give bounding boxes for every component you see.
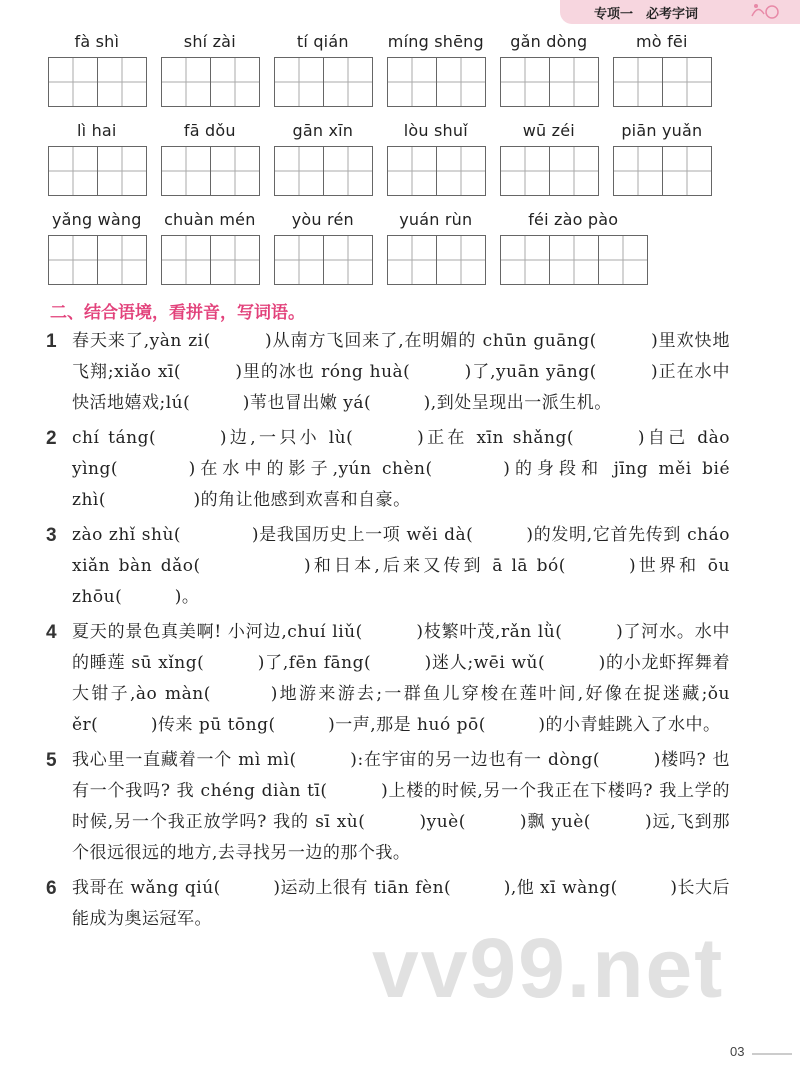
writing-boxes bbox=[500, 235, 646, 285]
word-cell bbox=[613, 119, 711, 196]
writing-box[interactable] bbox=[500, 57, 550, 107]
pinyin-label: wū zéi bbox=[522, 121, 575, 140]
writing-box[interactable] bbox=[323, 57, 373, 107]
question-text: zào zhǐ shù( )是我国历史上一项 wěi dà( )的发明,它首先传到 cháo xiǎn bàn dǎo( )和日本,后来又传到 ā lā bó( )世界和 ōu zhōu( )。 bbox=[72, 525, 730, 607]
writing-boxes bbox=[387, 57, 485, 107]
section-title: 二、结合语境，看拼音，写词语。 bbox=[50, 303, 305, 323]
question-text: 我哥在 wǎng qiú( )运动上很有 tiān fèn( ),他 xī wàng( )长大后能成为奥运冠军。 bbox=[72, 878, 730, 929]
writing-boxes bbox=[274, 146, 372, 196]
word-cell bbox=[387, 119, 485, 196]
grid-row bbox=[48, 119, 748, 207]
writing-box[interactable] bbox=[323, 235, 373, 285]
writing-box[interactable] bbox=[549, 146, 599, 196]
writing-box[interactable] bbox=[323, 146, 373, 196]
word-cell bbox=[500, 30, 598, 107]
writing-box[interactable] bbox=[436, 57, 486, 107]
pinyin-label: shí zài bbox=[183, 32, 236, 51]
header-title: 专项一 必考字词 bbox=[594, 7, 699, 22]
writing-boxes bbox=[387, 146, 485, 196]
writing-boxes bbox=[48, 57, 146, 107]
writing-box[interactable] bbox=[161, 235, 211, 285]
question-text: 我心里一直藏着一个 mì mì( ):在宇宙的另一边也有一 dòng( )楼吗? 也有一个我吗? 我 chéng diàn tī( )上楼的时候,另一个我正在下楼吗? 我上学的时候,另一个我正放学吗? 我的 sī xù( )yuè( )飘 yuè( )远,飞到那个很远很远的地方,去寻找另一边的那个我。 bbox=[72, 750, 730, 863]
question-number: 2 bbox=[46, 428, 57, 449]
writing-box[interactable] bbox=[97, 146, 147, 196]
pinyin-label: gān xīn bbox=[292, 121, 354, 140]
question-item bbox=[46, 423, 730, 516]
pinyin-label: míng shēng bbox=[387, 32, 484, 51]
writing-box[interactable] bbox=[97, 57, 147, 107]
question-item bbox=[46, 745, 730, 869]
writing-boxes bbox=[500, 57, 598, 107]
word-cell bbox=[161, 30, 259, 107]
writing-box[interactable] bbox=[48, 146, 98, 196]
writing-box[interactable] bbox=[48, 57, 98, 107]
writing-box[interactable] bbox=[549, 57, 599, 107]
question-list bbox=[46, 326, 730, 939]
writing-box[interactable] bbox=[387, 235, 437, 285]
question-number: 1 bbox=[46, 331, 57, 352]
writing-box[interactable] bbox=[210, 146, 260, 196]
question-text: chí táng( )边,一只小 lù( )正在 xīn shǎng( )自己 dào yìng( )在水中的影子,yún chèn( )的身段和 jīng měi bié zhì( )的角让他感到欢喜和自豪。 bbox=[72, 428, 730, 510]
word-cell bbox=[161, 208, 259, 285]
decorative-icon bbox=[742, 0, 782, 22]
question-number: 4 bbox=[46, 622, 57, 643]
writing-boxes bbox=[161, 235, 259, 285]
question-item bbox=[46, 326, 730, 419]
word-cell bbox=[274, 119, 372, 196]
writing-box[interactable] bbox=[662, 57, 712, 107]
writing-box[interactable] bbox=[549, 235, 599, 285]
writing-boxes bbox=[161, 57, 259, 107]
writing-box[interactable] bbox=[210, 235, 260, 285]
pinyin-label: mò fēi bbox=[636, 32, 688, 51]
pinyin-label: yuán rùn bbox=[399, 210, 473, 229]
question-number: 5 bbox=[46, 750, 57, 771]
writing-box[interactable] bbox=[613, 146, 663, 196]
pinyin-label: lì hai bbox=[77, 121, 117, 140]
pinyin-label: chuàn mén bbox=[164, 210, 256, 229]
writing-boxes bbox=[387, 235, 485, 285]
watermark: vv99.net bbox=[372, 921, 725, 1015]
word-cell bbox=[500, 208, 646, 285]
page-number: 03 bbox=[730, 1044, 745, 1059]
pinyin-label: yòu rén bbox=[291, 210, 354, 229]
writing-box[interactable] bbox=[48, 235, 98, 285]
pinyin-label: yǎng wàng bbox=[51, 210, 142, 229]
word-cell bbox=[274, 30, 372, 107]
word-cell bbox=[161, 119, 259, 196]
writing-box[interactable] bbox=[274, 146, 324, 196]
writing-boxes bbox=[161, 146, 259, 196]
question-text: 春天来了,yàn zi( )从南方飞回来了,在明媚的 chūn guāng( )里欢快地飞翔;xiǎo xī( )里的冰也 róng huà( )了,yuān yāng( )正在水中快活地嬉戏;lú( )苇也冒出嫩 yá( ),到处呈现出一派生机。 bbox=[72, 331, 730, 413]
word-cell bbox=[48, 208, 146, 285]
grid-row bbox=[48, 30, 748, 118]
word-cell bbox=[500, 119, 598, 196]
writing-boxes bbox=[274, 57, 372, 107]
question-number: 6 bbox=[46, 878, 57, 899]
writing-box[interactable] bbox=[274, 57, 324, 107]
word-cell bbox=[387, 30, 485, 107]
pinyin-label: piān yuǎn bbox=[621, 121, 703, 140]
pinyin-label: fā dǒu bbox=[183, 121, 236, 140]
pinyin-label: lòu shuǐ bbox=[403, 121, 468, 140]
writing-box[interactable] bbox=[436, 146, 486, 196]
writing-box[interactable] bbox=[500, 146, 550, 196]
writing-box[interactable] bbox=[662, 146, 712, 196]
pinyin-label: gǎn dòng bbox=[510, 32, 588, 51]
writing-box[interactable] bbox=[210, 57, 260, 107]
writing-boxes bbox=[500, 146, 598, 196]
question-number: 3 bbox=[46, 525, 57, 546]
writing-boxes bbox=[613, 57, 711, 107]
writing-box[interactable] bbox=[613, 57, 663, 107]
writing-boxes bbox=[613, 146, 711, 196]
question-text: 夏天的景色真美啊! 小河边,chuí liǔ( )枝繁叶茂,rǎn lǜ( )了河水。水中的睡莲 sū xǐng( )了,fēn fāng( )迷人;wēi wǔ( )的小龙虾挥舞着大钳子,ào màn( )地游来游去;一群鱼儿穿梭在莲叶间,好像在捉迷藏;ǒu ěr( )传来 pū tōng( )一声,那是 huó pō( )的小青蛙跳入了水中。 bbox=[72, 622, 730, 735]
grid-row bbox=[48, 208, 748, 296]
writing-boxes bbox=[274, 235, 372, 285]
writing-box[interactable] bbox=[161, 57, 211, 107]
pinyin-label: fà shì bbox=[74, 32, 120, 51]
pinyin-label: tí qián bbox=[296, 32, 349, 51]
writing-box[interactable] bbox=[97, 235, 147, 285]
word-cell bbox=[613, 30, 711, 107]
writing-boxes bbox=[48, 235, 146, 285]
question-item bbox=[46, 617, 730, 741]
page-number-line bbox=[752, 1053, 792, 1055]
pinyin-label: féi zào pào bbox=[528, 210, 619, 229]
word-cell bbox=[274, 208, 372, 285]
writing-box[interactable] bbox=[387, 146, 437, 196]
writing-box[interactable] bbox=[500, 235, 550, 285]
writing-box[interactable] bbox=[598, 235, 648, 285]
word-cell bbox=[387, 208, 485, 285]
question-item bbox=[46, 520, 730, 613]
word-cell bbox=[48, 30, 146, 107]
writing-boxes bbox=[48, 146, 146, 196]
writing-box[interactable] bbox=[274, 235, 324, 285]
writing-box[interactable] bbox=[436, 235, 486, 285]
writing-box[interactable] bbox=[387, 57, 437, 107]
writing-box[interactable] bbox=[161, 146, 211, 196]
word-cell bbox=[48, 119, 146, 196]
